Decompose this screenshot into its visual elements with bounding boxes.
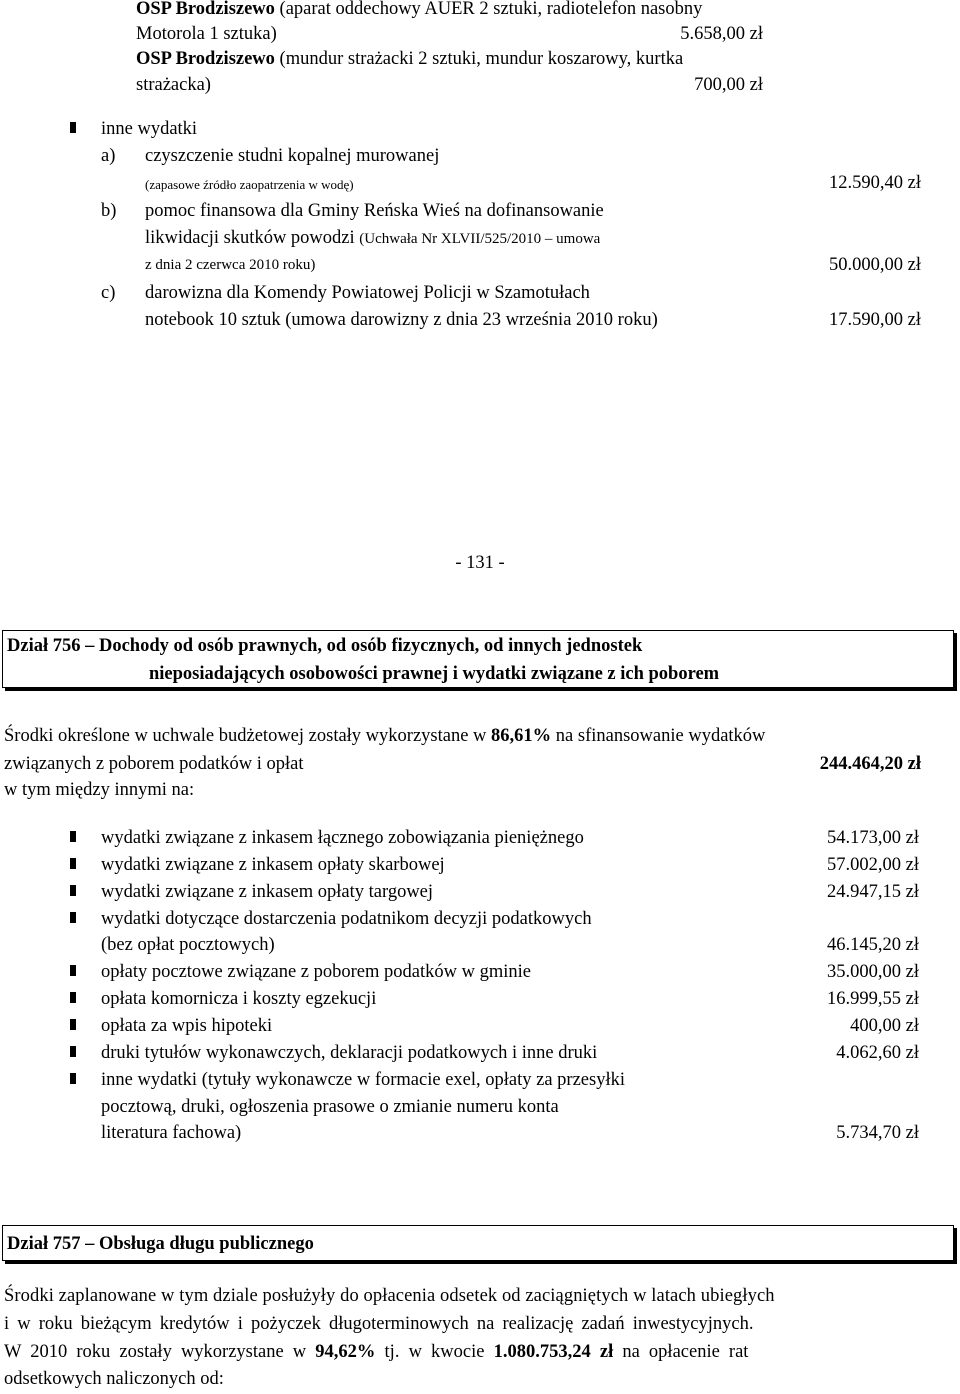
list-item-text: opłata komornicza i koszty egzekucji: [101, 989, 377, 1009]
bullet-icon: [70, 912, 76, 923]
osp-name: OSP Brodziszewo: [136, 49, 275, 69]
list-item-amount: 54.173,00 zł: [827, 828, 919, 848]
section-756-para-3: w tym między innymi na:: [4, 780, 195, 800]
item-b-text-1: pomoc finansowa dla Gminy Reńska Wieś na dofinansowanie: [145, 201, 604, 221]
list-item-amount: 4.062,60 zł: [836, 1043, 919, 1063]
item-a-label: a): [101, 146, 116, 166]
item-a-note: (zapasowe źródło zaopatrzenia w wodę): [145, 177, 354, 192]
list-item-text-2: (bez opłat pocztowych): [101, 935, 275, 955]
para-text: na sfinansowanie wydatków: [551, 726, 766, 746]
item-a-amount: 12.590,40 zł: [829, 173, 921, 193]
section-756-title-1: Dział 756 – Dochody od osób prawnych, od osób fizycznych, od innych jednostek: [7, 636, 643, 656]
list-item-text: opłata za wpis hipoteki: [101, 1016, 273, 1036]
list-item-text-3: literatura fachowa): [101, 1123, 242, 1143]
section-756-title-2: nieposiadających osobowości prawnej i wydatki związane z ich poborem: [149, 664, 720, 684]
bullet-icon: [70, 992, 76, 1003]
para-text: na opłacenie rat: [613, 1342, 749, 1362]
para-text: tj. w kwocie: [375, 1342, 494, 1362]
item-c-amount: 17.590,00 zł: [829, 310, 921, 330]
item-b-text-2: [145, 229, 600, 248]
para-amount: 1.080.753,24 zł: [493, 1342, 614, 1362]
bullet-icon: [70, 831, 76, 842]
list-item-text: wydatki związane z inkasem opłaty skarbowej: [101, 855, 445, 875]
section-757-title: Dział 757 – Obsługa długu publicznego: [7, 1234, 314, 1254]
bullet-icon: [70, 965, 76, 976]
item-a-text: czyszczenie studni kopalnej murowanej: [145, 146, 440, 166]
section-757-para-4: odsetkowych naliczonych od:: [4, 1369, 224, 1389]
section-756-para-1: [4, 727, 765, 746]
item-c-text-2: notebook 10 sztuk (umowa darowizny z dnia 23 września 2010 roku): [145, 310, 658, 330]
item-c-label: c): [101, 283, 116, 303]
section-756-total: 244.464,20 zł: [819, 754, 921, 774]
section-757-para-3: [4, 1343, 748, 1362]
list-item-amount: 400,00 zł: [850, 1016, 919, 1036]
item-b-text-2-note: (Uchwała Nr XLVII/525/2010 – umowa: [359, 231, 601, 247]
list-item-amount: 35.000,00 zł: [827, 962, 919, 982]
bullet-icon: [70, 122, 76, 133]
list-item-text: wydatki związane z inkasem łącznego zobowiązania pieniężnego: [101, 828, 584, 848]
list-item-text: opłaty pocztowe związane z poborem podatków w gminie: [101, 962, 531, 982]
section-757-para-2: i w roku bieżącym kredytów i pożyczek długoterminowych na realizację zadań inwestycyjnych.: [4, 1314, 754, 1334]
osp-amount-2: 700,00 zł: [694, 75, 763, 95]
osp-amount-1: 5.658,00 zł: [680, 24, 763, 44]
item-b-text-3: z dnia 2 czerwca 2010 roku): [145, 257, 316, 273]
list-item-amount: 46.145,20 zł: [827, 935, 919, 955]
section-757-para-1: Środki zaplanowane w tym dziale posłużyły do opłacenia odsetek od zaciągniętych w latach ubiegłych: [4, 1286, 775, 1306]
item-b-label: b): [101, 201, 117, 221]
para-percent: 86,61%: [491, 726, 552, 746]
para-text: Środki określone w uchwale budżetowej zostały wykorzystane w: [4, 726, 492, 746]
osp-line-1: [136, 0, 702, 19]
section-757-header: [2, 1225, 954, 1261]
list-item-amount: 16.999,55 zł: [827, 989, 919, 1009]
list-item-text-2: pocztową, druki, ogłoszenia prasowe o zmianie numeru konta: [101, 1097, 559, 1117]
osp-line-3: [136, 50, 683, 69]
para-text: W 2010 roku zostały wykorzystane w: [4, 1342, 316, 1362]
list-item-text: inne wydatki (tytuły wykonawcze w formacie exel, opłaty za przesyłki: [101, 1070, 625, 1090]
list-item-amount: 5.734,70 zł: [836, 1123, 919, 1143]
list-item-text: druki tytułów wykonawczych, deklaracji podatkowych i inne druki: [101, 1043, 598, 1063]
list-item-text: wydatki dotyczące dostarczenia podatnikom decyzji podatkowych: [101, 909, 592, 929]
other-title: inne wydatki: [101, 119, 198, 139]
section-756-header: [2, 630, 954, 688]
item-c-text-1: darowizna dla Komendy Powiatowej Policji w Szamotułach: [145, 283, 590, 303]
list-item-amount: 57.002,00 zł: [827, 855, 919, 875]
osp-line-4: strażacka): [136, 75, 211, 95]
section-756-para-2: związanych z poborem podatków i opłat: [4, 754, 304, 774]
list-item-amount: 24.947,15 zł: [827, 882, 919, 902]
osp-line-2: Motorola 1 sztuka): [136, 24, 277, 44]
osp-name: OSP Brodziszewo: [136, 0, 275, 19]
osp-desc: (aparat oddechowy AUER 2 sztuki, radiotelefon nasobny: [274, 0, 703, 19]
bullet-icon: [70, 1019, 76, 1030]
bullet-icon: [70, 1073, 76, 1084]
bullet-icon: [70, 858, 76, 869]
item-b-text-2-main: likwidacji skutków powodzi: [145, 228, 355, 248]
para-percent: 94,62%: [315, 1342, 376, 1362]
list-item-text: wydatki związane z inkasem opłaty targowej: [101, 882, 434, 902]
osp-desc: (mundur strażacki 2 sztuki, mundur koszarowy, kurtka: [274, 49, 684, 69]
bullet-icon: [70, 1046, 76, 1057]
page-number: - 131 -: [455, 553, 505, 573]
bullet-icon: [70, 885, 76, 896]
item-b-amount: 50.000,00 zł: [829, 255, 921, 275]
